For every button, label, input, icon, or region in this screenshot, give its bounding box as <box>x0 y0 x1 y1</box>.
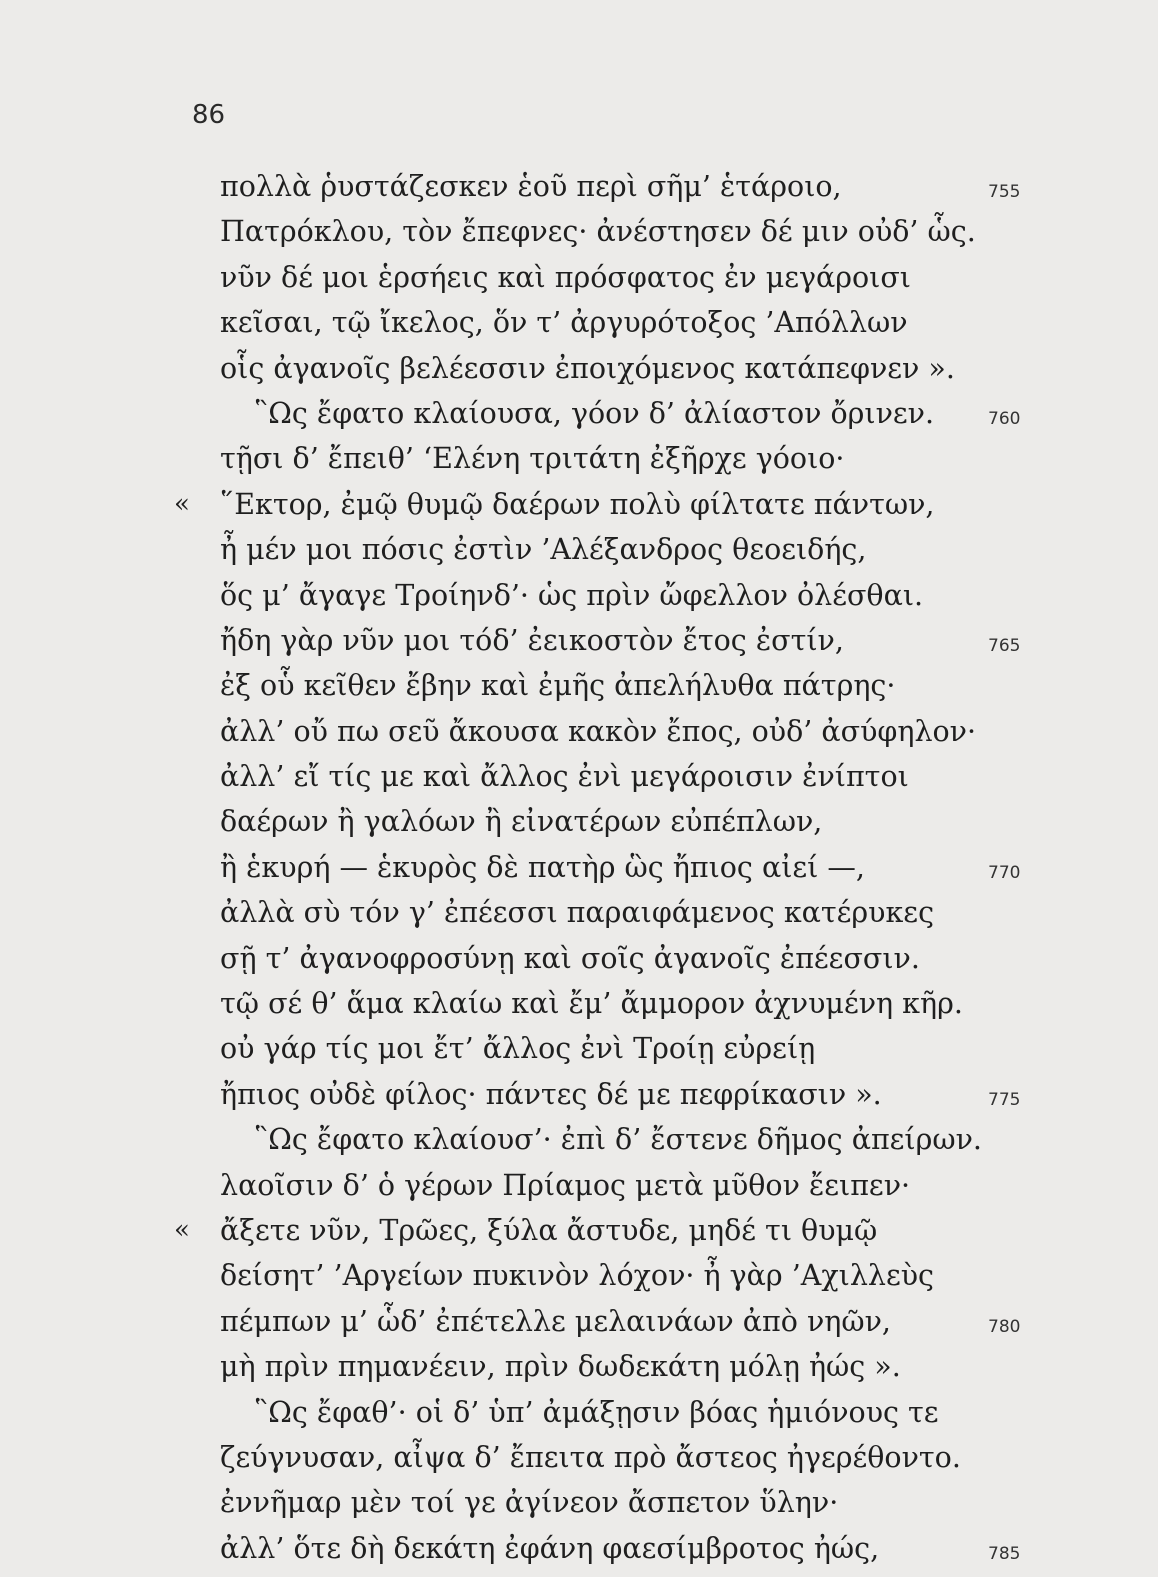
line-number: 755 <box>988 182 1021 202</box>
verse-line <box>200 845 1080 890</box>
verse-line-text: ἀλλὰ σὺ τόν γ’ ἐπέεσσι παραιφάμενος κατέρυκες <box>220 896 935 930</box>
verse-line-text: ἦ μέν μοι πόσις ἐστὶν ’Αλέξανδρος θεοειδής, <box>220 533 867 567</box>
verse-line-text: ῞Εκτορ, ἐμῷ θυμῷ δαέρων πολὺ φίλτατε πάντων, <box>220 487 935 521</box>
verse-line <box>200 754 1080 799</box>
verse-line <box>200 164 1080 209</box>
verse-line-text: ἢ ἑκυρή — ἑκυρὸς δὲ πατὴρ ὣς ἤπιος αἰεί —, <box>220 850 865 884</box>
verse-line <box>200 1480 1080 1525</box>
verse-line-text: λαοῖσιν δ’ ὁ γέρων Πρίαμος μετὰ μῦθον ἔειπεν· <box>220 1168 911 1202</box>
verse-line <box>200 1526 1080 1571</box>
verse-line-text: ἀλλ’ οὔ πω σεῦ ἄκουσα κακὸν ἔπος, οὐδ’ ἀσύφηλον· <box>220 714 977 748</box>
verse-line-text: δείσητ’ ’Αργείων πυκινὸν λόχον· ἦ γὰρ ’Αχιλλεὺς <box>220 1259 935 1293</box>
line-number: 760 <box>988 408 1021 429</box>
verse-line-text: ἐννῆμαρ μὲν τοί γε ἀγίνεον ἄσπετον ὕλην· <box>220 1486 839 1520</box>
opening-quote-mark: « <box>174 1214 190 1245</box>
verse-line <box>200 1163 1080 1208</box>
verse-line <box>200 709 1080 754</box>
verse-line <box>200 936 1080 981</box>
verse-line-text: πολλὰ ῥυστάζεσκεν ἑοῦ περὶ σῆμ’ ἑτάροιο, <box>220 170 842 203</box>
verse-line <box>200 346 1080 391</box>
verse-line-text: νῦν δέ μοι ἑρσήεις καὶ πρόσφατος ἐν μεγάροισι <box>220 260 911 294</box>
verse-line-text: δαέρων ἢ γαλόων ἢ εἰνατέρων εὐπέπλων, <box>220 805 823 839</box>
verse-line <box>200 1299 1080 1344</box>
verse-line-text: μὴ πρὶν πημανέειν, πρὶν δωδεκάτη μόλῃ ἠώς ». <box>220 1350 901 1384</box>
verse-line <box>200 255 1080 300</box>
verse-line-text: ῝Ως ἔφατο κλαίουσα, γόον δ’ ἀλίαστον ὄρινεν. <box>254 396 935 430</box>
verse-line <box>200 799 1080 844</box>
verse-line <box>200 527 1080 572</box>
verse-line-text: ἤπιος οὐδὲ φίλος· πάντες δέ με πεφρίκασιν ». <box>220 1077 882 1111</box>
line-number: 780 <box>988 1316 1021 1337</box>
verse-line-text: ῝Ως ἔφαθ’· οἱ δ’ ὑπ’ ἀμάξῃσιν βόας ἡμιόνους τε <box>254 1395 939 1429</box>
verse-line <box>200 436 1080 481</box>
opening-quote-mark: « <box>174 488 190 519</box>
verse-line-text: ῝Ως ἔφατο κλαίουσ’· ἐπὶ δ’ ἔστενε δῆμος ἀπείρων. <box>254 1123 982 1157</box>
verse-line <box>200 618 1080 663</box>
verse-line-text: οἷς ἀγανοῖς βελέεσσιν ἐποιχόμενος κατάπεφνεν ». <box>220 351 955 385</box>
verse-line <box>200 1390 1080 1435</box>
verse-line-text: τῷ σέ θ’ ἅμα κλαίω καὶ ἔμ’ ἄμμορον ἀχνυμένη κῆρ. <box>220 987 963 1021</box>
verse-line-text: ζεύγνυσαν, αἶψα δ’ ἔπειτα πρὸ ἄστεος ἠγερέθοντο. <box>220 1440 961 1474</box>
line-number: 765 <box>988 635 1021 656</box>
verse-line <box>200 573 1080 618</box>
verse-line <box>200 890 1080 935</box>
verse-line <box>200 1026 1080 1071</box>
verse-line <box>200 300 1080 345</box>
verse-line-text: ἐξ οὗ κεῖθεν ἔβην καὶ ἐμῆς ἀπελήλυθα πάτρης· <box>220 669 896 703</box>
verse-line-text: ἀλλ’ ὅτε δὴ δεκάτη ἐφάνη φαεσίμβροτος ἠώς, <box>220 1531 880 1565</box>
verse-line-text: πέμπων μ’ ὧδ’ ἐπέτελλε μελαινάων ἀπὸ νηῶν, <box>220 1304 891 1338</box>
page-number: 86 <box>192 100 226 130</box>
verse-line-text: σῇ τ’ ἀγανοφροσύνῃ καὶ σοῖς ἀγανοῖς ἐπέεσσιν. <box>220 941 920 975</box>
verse-line <box>200 1117 1080 1162</box>
verse-line-text: κεῖσαι, τῷ ἴκελος, ὅν τ’ ἀργυρότοξος ’Απόλλων <box>220 306 908 340</box>
verse-line-text: ἀλλ’ εἴ τίς με καὶ ἄλλος ἐνὶ μεγάροισιν ἐνίπτοι <box>220 760 909 794</box>
verse-line-text: Πατρόκλου, τὸν ἔπεφνες· ἀνέστησεν δέ μιν οὐδ’ ὧς. <box>220 215 976 249</box>
line-number: 775 <box>988 1089 1021 1110</box>
verse-line <box>200 1344 1080 1389</box>
verse-line <box>200 1435 1080 1480</box>
verse-line-text: οὐ γάρ τίς μοι ἔτ’ ἄλλος ἐνὶ Τροίῃ εὐρείῃ <box>220 1032 816 1066</box>
verse-line-text: ἤδη γὰρ νῦν μοι τόδ’ ἐεικοστὸν ἔτος ἐστίν, <box>220 623 844 657</box>
verse-line-text: ὅς μ’ ἄγαγε Τροίηνδ’· ὡς πρὶν ὤφελλον ὀλέσθαι. <box>220 578 924 612</box>
line-number: 770 <box>988 862 1021 883</box>
verse-line-text: τῇσι δ’ ἔπειθ’ ‘Ελένη τριτάτη ἐξῆρχε γόοιο· <box>220 442 845 476</box>
verse-line <box>200 981 1080 1026</box>
verse-line-text: ἄξετε νῦν, Τρῶες, ξύλα ἄστυδε, μηδέ τι θυμῷ <box>220 1213 878 1247</box>
verse-line <box>174 1208 1080 1253</box>
verse-line <box>200 391 1080 436</box>
verse-line <box>200 1253 1080 1298</box>
verse-line <box>200 209 1080 254</box>
line-number: 785 <box>988 1543 1021 1564</box>
verse-line <box>200 1072 1080 1117</box>
verse-line <box>174 482 1080 527</box>
verse-text <box>174 164 1080 1571</box>
verse-line <box>200 663 1080 708</box>
